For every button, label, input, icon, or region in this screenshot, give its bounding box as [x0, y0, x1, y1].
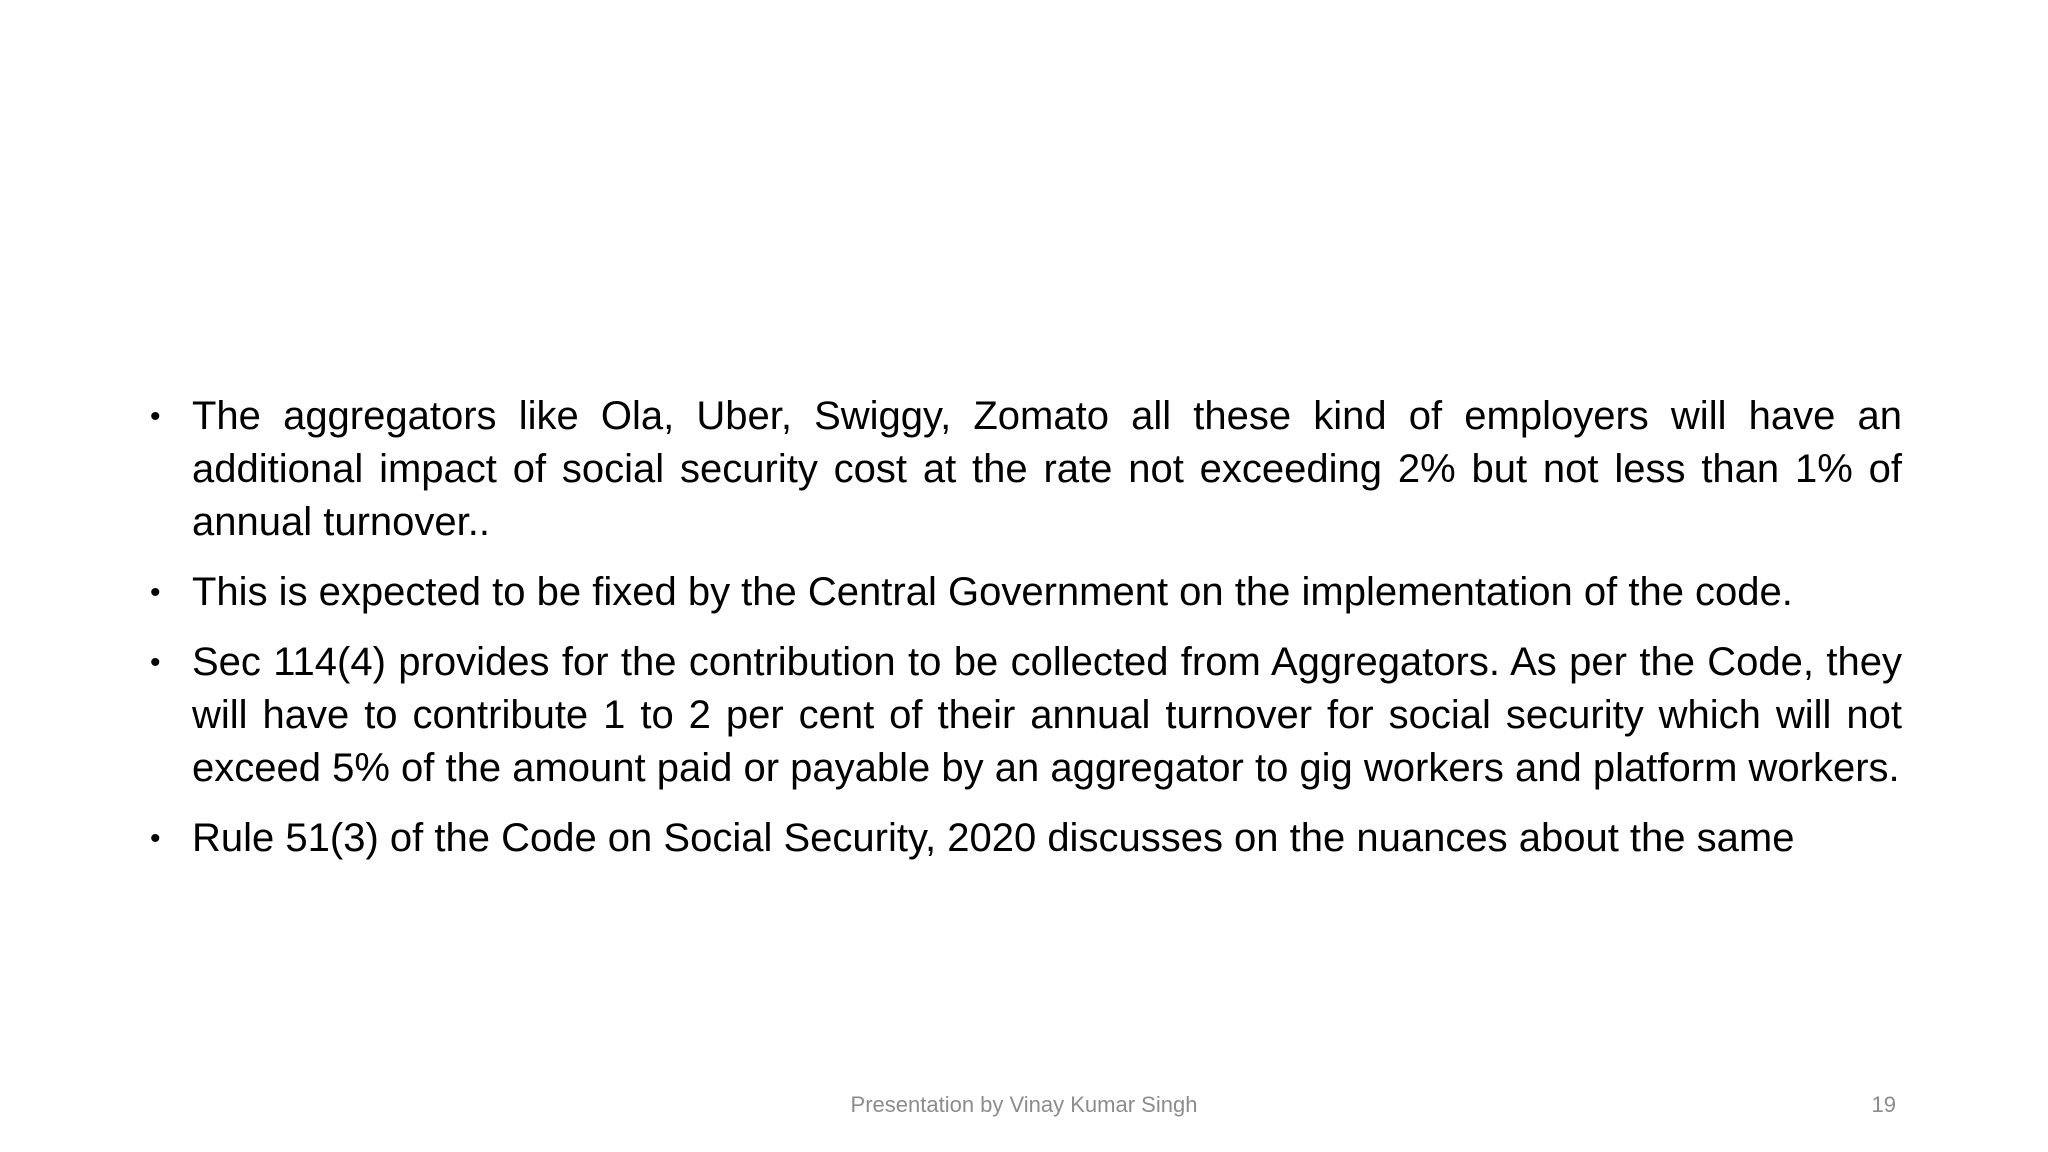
bullet-item-central-government	[150, 566, 1902, 619]
bullet-item-aggregators-cost	[150, 390, 1902, 549]
bullet-marker: •	[150, 646, 161, 679]
bullet-marker: •	[150, 576, 161, 609]
slide-number: 19	[1871, 1092, 1896, 1117]
bullet-text: Rule 51(3) of the Code on Social Security, 2020 discusses on the nuances about the same	[192, 816, 1795, 860]
bullet-text: Sec 114(4) provides for the contribution to be collected from Aggregators. As per the Code, they will have to contribute 1 to 2 per cent of their annual turnover for social security which will not exceed 5% of the amount paid or payable by an aggregator to gig workers and platform workers.	[192, 640, 1902, 790]
bullet-text: The aggregators like Ola, Uber, Swiggy, Zomato all these kind of employers will have an additional impact of social security cost at the rate not exceeding 2% but not less than 1% of annual turnover..	[192, 394, 1902, 544]
bullet-item-sec-114	[150, 636, 1902, 795]
bullet-list	[150, 390, 1902, 882]
bullet-marker: •	[150, 822, 161, 855]
bullet-text: This is expected to be fixed by the Central Government on the implementation of the code.	[192, 570, 1793, 614]
bullet-item-rule-51	[150, 812, 1902, 865]
bullet-marker: •	[150, 400, 161, 433]
footer-presenter: Presentation by Vinay Kumar Singh	[850, 1092, 1198, 1117]
